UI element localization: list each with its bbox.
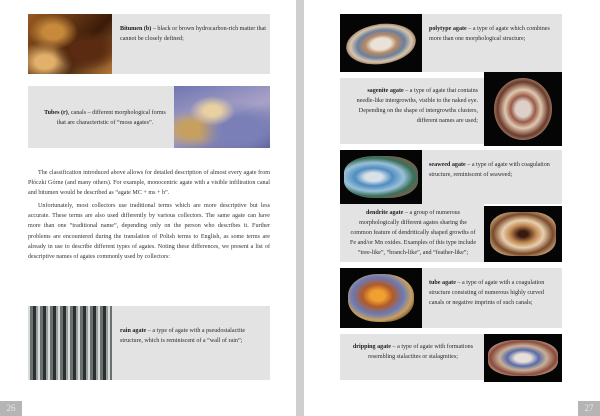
tube-agate-text: – a type of agate with a coagulation structure consisting of numerous highly curved canals or negative imprints of such canals; (429, 280, 545, 306)
polytype-agate-text: – a type of agate which combines more than one morphological structure; (429, 26, 550, 42)
tubes-caption (28, 86, 174, 148)
tube-agate-term: tube agate (429, 280, 456, 286)
dendrite-agate-term: dendrite agate (365, 210, 404, 216)
polytype-agate-caption (422, 14, 562, 72)
polytype-agate-term: polytype agate (429, 26, 467, 32)
dripping-agate-text: – a type of agate with formations resembling stalactites or stalagmites; (368, 344, 474, 360)
paragraph-2: Unfortunately, most collectors use traditional terms which are more descriptive but less accurate. These terms are also used differently by various collectors. The same agate can have more than one “traditional name”, depending only on the person who describes it. Further problems are encountered during the translation of Polish terms to English, as some terms are already in use to describe different types of agates. Noting these differences, we present a list of descriptive names of agates commonly used by collectors: (28, 203, 270, 260)
tubes-text: , canals – different morphological forms that are characteristic of “moss agates”. (56, 110, 166, 126)
tube-agate-photo (340, 268, 422, 328)
page-number-right: 27 (578, 401, 600, 416)
right-page (304, 0, 600, 416)
paragraph-1: The classification introduced above allows for detailed description of almost every agate from Płóczki Górne (and many others). For example, monocentric agate with a visible infiltration canal and bitumen would be described as “agate MC + ms + b”. (28, 170, 270, 197)
sagenite-agate-photo (484, 72, 562, 146)
dendrite-agate-photo (484, 206, 562, 262)
seaweed-agate-text: – a type of agate with coagulation structure, reminiscent of seaweed; (429, 162, 550, 178)
sagenite-agate-text: – a type of agate that contains needle-like intergrowths, visible to the naked eye. Depending on the shape of intergrowths clusters, different names are used; (356, 88, 478, 124)
seaweed-agate-term: seaweed agate (429, 162, 466, 168)
rain-agate-term: rain agate (120, 328, 147, 334)
sagenite-agate-term: sagenite agate (367, 88, 404, 94)
dripping-agate-term: dripping agate (352, 344, 391, 350)
seaweed-agate-caption (422, 150, 562, 204)
bitumen-photo (28, 14, 112, 74)
dripping-agate-photo (484, 334, 562, 382)
dripping-agate-caption (340, 334, 484, 380)
sagenite-agate-caption (340, 78, 484, 144)
body-text (28, 168, 270, 262)
bitumen-term: Bitumen (b) (120, 26, 152, 32)
bitumen-text: – black or brown hydrocarbon-rich matter that cannot be closely defined; (120, 26, 266, 42)
dendrite-agate-caption (340, 204, 484, 262)
page-number-left: 26 (0, 401, 22, 416)
rain-agate-caption (112, 306, 270, 380)
bitumen-caption (112, 14, 270, 74)
tubes-photo (174, 86, 270, 148)
rain-agate-photo (28, 306, 112, 380)
seaweed-agate-photo (340, 150, 422, 204)
rain-agate-text: – a type of agate with a pseudostalactite structure, which is reminiscent of a “wall of rain”; (120, 328, 246, 344)
dendrite-agate-text: – a group of numerous morphologically different agates sharing the common feature of dendritically shaped growths of Fe and/or Mn oxides. Examples of this type include “tree-like”, “branch-like”, and “feather-like”; (349, 210, 477, 256)
left-page (0, 0, 296, 416)
tubes-term: Tubes (r) (44, 110, 68, 116)
polytype-agate-photo (340, 14, 422, 72)
tube-agate-caption (422, 268, 562, 328)
